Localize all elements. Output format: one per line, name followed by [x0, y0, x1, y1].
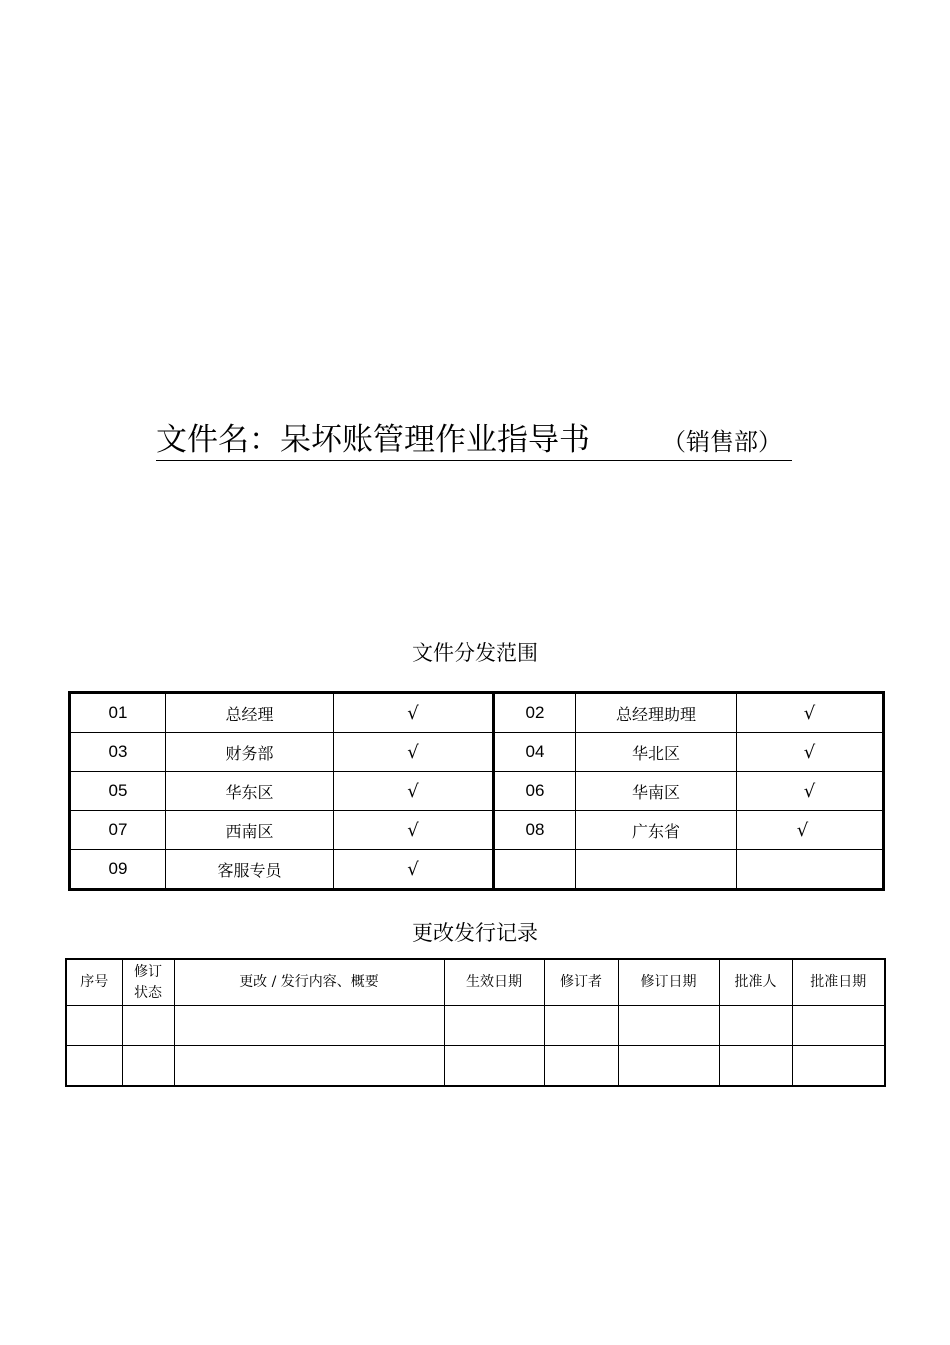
distribution-row	[70, 772, 884, 811]
distribution-recipient: 客服专员	[166, 850, 334, 890]
table-cell	[544, 1046, 618, 1087]
table-cell	[66, 1006, 122, 1046]
distribution-checkmark: √	[334, 733, 494, 772]
table-cell	[444, 1046, 544, 1087]
distribution-recipient: 广东省	[576, 811, 737, 850]
distribution-code: 09	[70, 850, 166, 890]
distribution-checkmark: √	[334, 850, 494, 890]
distribution-recipient: 华东区	[166, 772, 334, 811]
distribution-recipient: 总经理	[166, 693, 334, 733]
table-cell	[174, 1006, 444, 1046]
distribution-checkmark: √	[334, 693, 494, 733]
table-cell	[792, 1046, 885, 1087]
distribution-checkmark: √	[737, 733, 884, 772]
distribution-recipient: 华北区	[576, 733, 737, 772]
distribution-recipient: 西南区	[166, 811, 334, 850]
distribution-checkmark: √	[737, 772, 884, 811]
distribution-table	[68, 691, 885, 891]
column-header-revision-date: 修订日期	[618, 959, 719, 1006]
distribution-code: 02	[494, 693, 576, 733]
table-cell	[792, 1006, 885, 1046]
distribution-heading: 文件分发范围	[412, 641, 538, 665]
table-cell	[618, 1046, 719, 1087]
table-row	[66, 1006, 885, 1046]
distribution-row	[70, 693, 884, 733]
table-cell	[122, 1046, 174, 1087]
column-header-reviser: 修订者	[544, 959, 618, 1006]
table-cell	[719, 1006, 792, 1046]
distribution-recipient	[576, 850, 737, 890]
distribution-checkmark: √	[334, 811, 494, 850]
distribution-checkmark: √	[737, 693, 884, 733]
column-header-seq: 序号	[66, 959, 122, 1006]
table-cell	[618, 1006, 719, 1046]
table-cell	[444, 1006, 544, 1046]
table-cell	[544, 1006, 618, 1046]
distribution-recipient: 华南区	[576, 772, 737, 811]
distribution-code: 07	[70, 811, 166, 850]
distribution-row	[70, 733, 884, 772]
column-header-status-line2: 状态	[134, 984, 162, 1001]
document-title-text: 文件名：呆坏账管理作业指导书	[156, 422, 590, 458]
distribution-recipient: 总经理助理	[576, 693, 737, 733]
column-header-approval-date: 批准日期	[792, 959, 885, 1006]
table-cell	[174, 1046, 444, 1087]
distribution-code: 01	[70, 693, 166, 733]
distribution-row	[70, 811, 884, 850]
distribution-code: 03	[70, 733, 166, 772]
column-header-status-line1: 修订	[134, 963, 162, 980]
distribution-code: 08	[494, 811, 576, 850]
distribution-code: 05	[70, 772, 166, 811]
table-cell	[66, 1046, 122, 1087]
distribution-code: 06	[494, 772, 576, 811]
column-header-effective-date: 生效日期	[444, 959, 544, 1006]
distribution-checkmark: √	[737, 811, 884, 850]
revision-table	[65, 958, 886, 1087]
distribution-recipient: 财务部	[166, 733, 334, 772]
distribution-code: 04	[494, 733, 576, 772]
distribution-code	[494, 850, 576, 890]
distribution-checkmark	[737, 850, 884, 890]
column-header-content: 更改 / 发行内容、概要	[174, 959, 444, 1006]
distribution-row	[70, 850, 884, 890]
table-cell	[719, 1046, 792, 1087]
column-header-status	[122, 959, 174, 1006]
table-cell	[122, 1006, 174, 1046]
distribution-checkmark: √	[334, 772, 494, 811]
revision-header-row	[66, 959, 885, 1006]
revision-heading: 更改发行记录	[412, 921, 538, 945]
column-header-approver: 批准人	[719, 959, 792, 1006]
document-title	[156, 420, 792, 461]
table-row	[66, 1046, 885, 1087]
document-department: （销售部）	[662, 428, 782, 456]
